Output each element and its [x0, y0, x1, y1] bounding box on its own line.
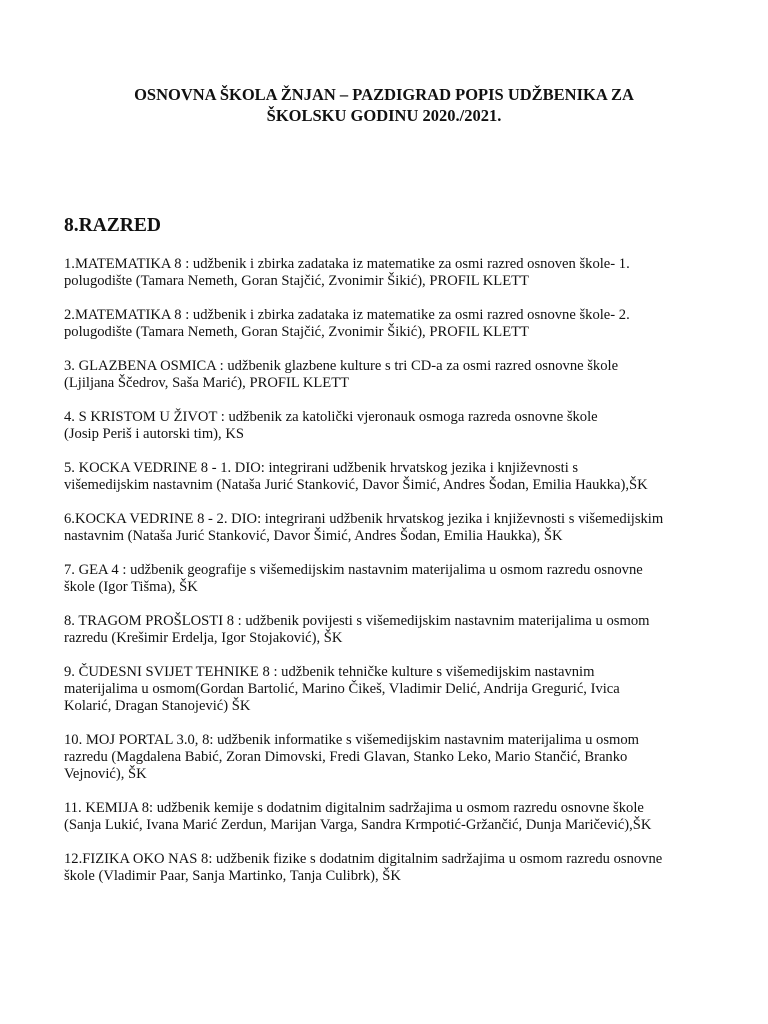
entry-line: 9. ČUDESNI SVIJET TEHNIKE 8 : udžbenik tehničke kulture s višemedijskim nastavnim [64, 664, 595, 680]
textbook-entry-1 [64, 256, 704, 290]
entry-line: 7. GEA 4 : udžbenik geografije s višemedijskim nastavnim materijalima u osmom razredu osnovne [64, 562, 643, 578]
textbook-entry-12 [64, 851, 704, 885]
entry-line: razredu (Magdalena Babić, Zoran Dimovski, Fredi Glavan, Stanko Leko, Mario Stančić, Branko [64, 749, 628, 765]
textbook-entry-4 [64, 409, 704, 443]
entry-line: razredu (Krešimir Erdelja, Igor Stojaković), ŠK [64, 630, 343, 646]
entry-line: 3. GLAZBENA OSMICA : udžbenik glazbene kulture s tri CD-a za osmi razred osnovne škole [64, 358, 619, 374]
entry-line: 4. S KRISTOM U ŽIVOT : udžbenik za katolički vjeronauk osmoga razreda osnovne škole [64, 409, 598, 425]
grade-heading: 8.RAZRED [64, 215, 161, 236]
entry-line: 10. MOJ PORTAL 3.0, 8: udžbenik informatike s višemedijskim nastavnim materijalima u osmom [64, 732, 640, 748]
textbook-list [64, 256, 704, 885]
entry-line: (Ljiljana Ščedrov, Saša Marić), PROFIL KLETT [64, 375, 350, 391]
textbook-entry-9 [64, 664, 704, 715]
entry-line: škole (Vladimir Paar, Sanja Martinko, Tanja Culibrk), ŠK [64, 868, 401, 884]
document-title [64, 84, 704, 126]
textbook-entry-3 [64, 358, 704, 392]
entry-line: 12.FIZIKA OKO NAS 8: udžbenik fizike s dodatnim digitalnim sadržajima u osmom razredu osnovne [64, 851, 663, 867]
textbook-entry-7 [64, 562, 704, 596]
textbook-entry-11 [64, 800, 704, 834]
entry-line: polugodište (Tamara Nemeth, Goran Stajčić, Zvonimir Šikić), PROFIL KLETT [64, 273, 529, 289]
textbook-entry-5 [64, 460, 704, 494]
entry-line: 1.MATEMATIKA 8 : udžbenik i zbirka zadataka iz matematike za osmi razred osnoven škole- 1. [64, 256, 630, 272]
entry-line: škole (Igor Tišma), ŠK [64, 579, 198, 595]
textbook-entry-8 [64, 613, 704, 647]
document-title-line-1: OSNOVNA ŠKOLA ŽNJAN – PAZDIGRAD POPIS UDŽBENIKA ZA [134, 85, 634, 104]
entry-line: 5. KOCKA VEDRINE 8 - 1. DIO: integrirani udžbenik hrvatskog jezika i književnosti s [64, 460, 579, 476]
entry-line: Vejnović), ŠK [64, 766, 147, 782]
entry-line: višemedijskim nastavnim (Nataša Jurić Stanković, Davor Šimić, Andres Šodan, Emilia Haukka),ŠK [64, 477, 648, 493]
entry-line: (Josip Periš i autorski tim), KS [64, 426, 244, 442]
textbook-entry-6 [64, 511, 704, 545]
entry-line: 2.MATEMATIKA 8 : udžbenik i zbirka zadataka iz matematike za osmi razred osnovne škole- 2. [64, 307, 630, 323]
entry-line: polugodište (Tamara Nemeth, Goran Stajčić, Zvonimir Šikić), PROFIL KLETT [64, 324, 529, 340]
entry-line: nastavnim (Nataša Jurić Stanković, Davor Šimić, Andres Šodan, Emilia Haukka), ŠK [64, 528, 563, 544]
entry-line: 6.KOCKA VEDRINE 8 - 2. DIO: integrirani udžbenik hrvatskog jezika i književnosti s višemedijskim [64, 511, 664, 527]
entry-line: 11. KEMIJA 8: udžbenik kemije s dodatnim digitalnim sadržajima u osmom razredu osnovne škole [64, 800, 644, 816]
entry-line: materijalima u osmom(Gordan Bartolić, Marino Čikeš, Vladimir Delić, Andrija Gregurić, Ivica [64, 681, 620, 697]
entry-line: 8. TRAGOM PROŠLOSTI 8 : udžbenik povijesti s višemedijskim nastavnim materijalima u osmom [64, 613, 650, 629]
textbook-entry-2 [64, 307, 704, 341]
textbook-entry-10 [64, 732, 704, 783]
document-title-line-2: ŠKOLSKU GODINU 2020./2021. [266, 106, 502, 125]
entry-line: (Sanja Lukić, Ivana Marić Zerdun, Marijan Varga, Sandra Krmpotić-Gržančić, Dunja Maričević),ŠK [64, 817, 652, 833]
entry-line: Kolarić, Dragan Stanojević) ŠK [64, 698, 251, 714]
